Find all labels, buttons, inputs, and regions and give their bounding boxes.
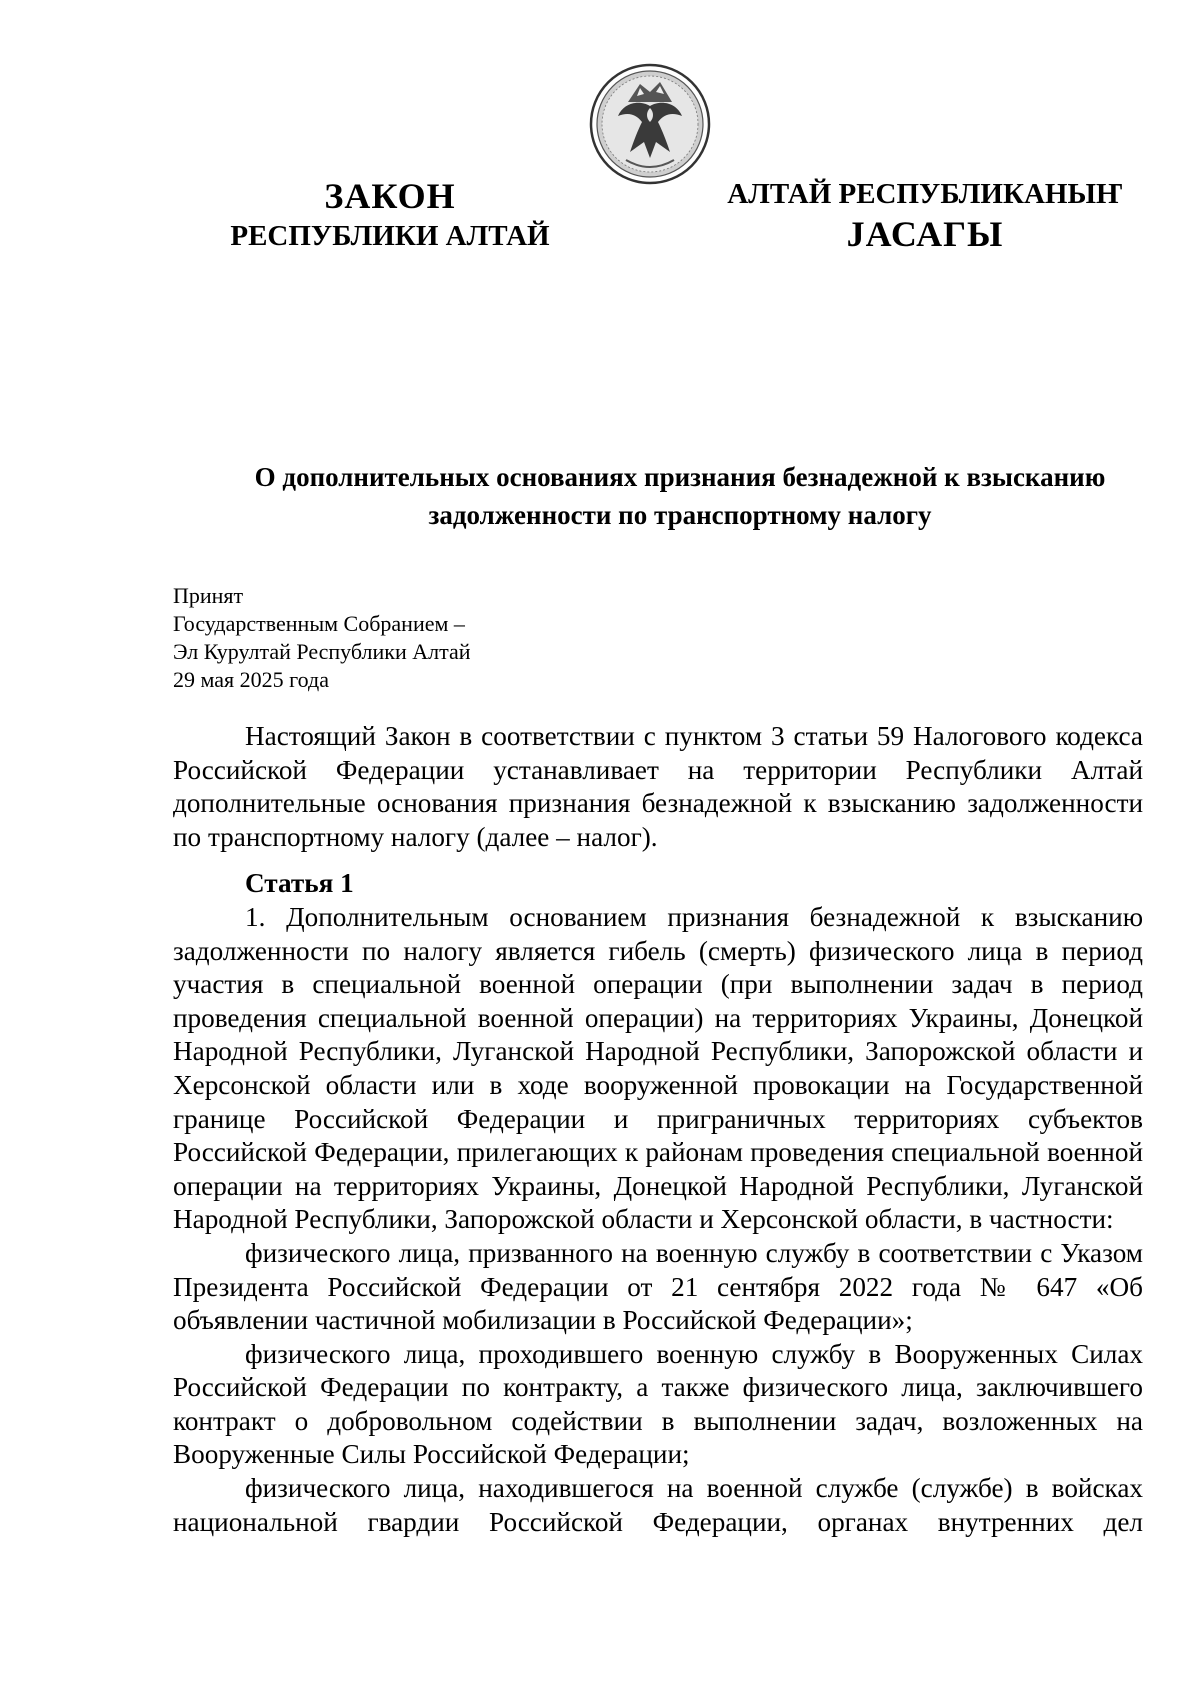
- law-title: [200, 458, 1160, 534]
- law-title-line-1: О дополнительных основаниях признания безнадежной к взысканию: [254, 462, 1106, 492]
- adoption-line-2: Государственным Собранием –: [173, 611, 465, 636]
- header-right-title: ЈАСАГЫ: [846, 214, 1004, 254]
- header-left: [230, 175, 550, 255]
- adoption-line-3: Эл Курултай Республики Алтай: [173, 639, 471, 664]
- article-1-paragraph-3: физического лица, проходившего военную службу в Вооруженных Силах Российской Федерации по контракту, а также физического лица, заключившего контракт о добровольном содействии в выполнении задач, возложенных на Вооруженные Силы Российской Федерации;: [173, 1338, 1143, 1470]
- law-body: [173, 720, 1143, 1539]
- coat-of-arms-emblem: [588, 62, 712, 186]
- adoption-block: [173, 582, 471, 694]
- article-1-paragraph-2: физического лица, призванного на военную службу в соответствии с Указом Президента Российской Федерации от 21 сентября 2022 года № 647 «Об объявлении частичной мобилизации в Российской Федерации»;: [173, 1237, 1143, 1336]
- header-right-subtitle: АЛТАЙ РЕСПУБЛИКАНЫҤ: [727, 178, 1123, 210]
- header-left-title: ЗАКОН: [324, 176, 456, 216]
- law-title-line-2: задолженности по транспортному налогу: [428, 500, 932, 530]
- article-1-paragraph-4: физического лица, находившегося на военной службе (службе) в войсках национальной гвардии Российской Федерации, органах внутренних дел: [173, 1473, 1143, 1537]
- adoption-line-1: Принят: [173, 583, 244, 608]
- article-1-paragraph-1: 1. Дополнительным основанием признания безнадежной к взысканию задолженности по налогу является гибель (смерть) физического лица в период участия в специальной военной операции (при выполнении задач в период проведения специальной военной операции) на территориях Украины, Донецкой Народной Республики, Луганской Народной Республики, Запорожской области и Херсонской области или в ходе вооруженной провокации на Государственной границе Российской Федерации и приграничных территориях субъектов Российской Федерации, прилегающих к районам проведения специальной военной операции на территориях Украины, Донецкой Народной Республики, Луганской Народной Республики, Запорожской области и Херсонской области, в частности:: [173, 901, 1143, 1235]
- adoption-date: 29 мая 2025 года: [173, 667, 329, 692]
- header-left-subtitle: РЕСПУБЛИКИ АЛТАЙ: [230, 220, 550, 252]
- preamble-paragraph: Настоящий Закон в соответствии с пунктом 3 статьи 59 Налогового кодекса Российской Федерации устанавливает на территории Республики Алтай дополнительные основания признания безнадежной к взысканию задолженности по транспортному налогу (далее – налог).: [173, 721, 1143, 852]
- article-1-heading: Статья 1: [245, 868, 354, 899]
- header-right: [720, 175, 1130, 255]
